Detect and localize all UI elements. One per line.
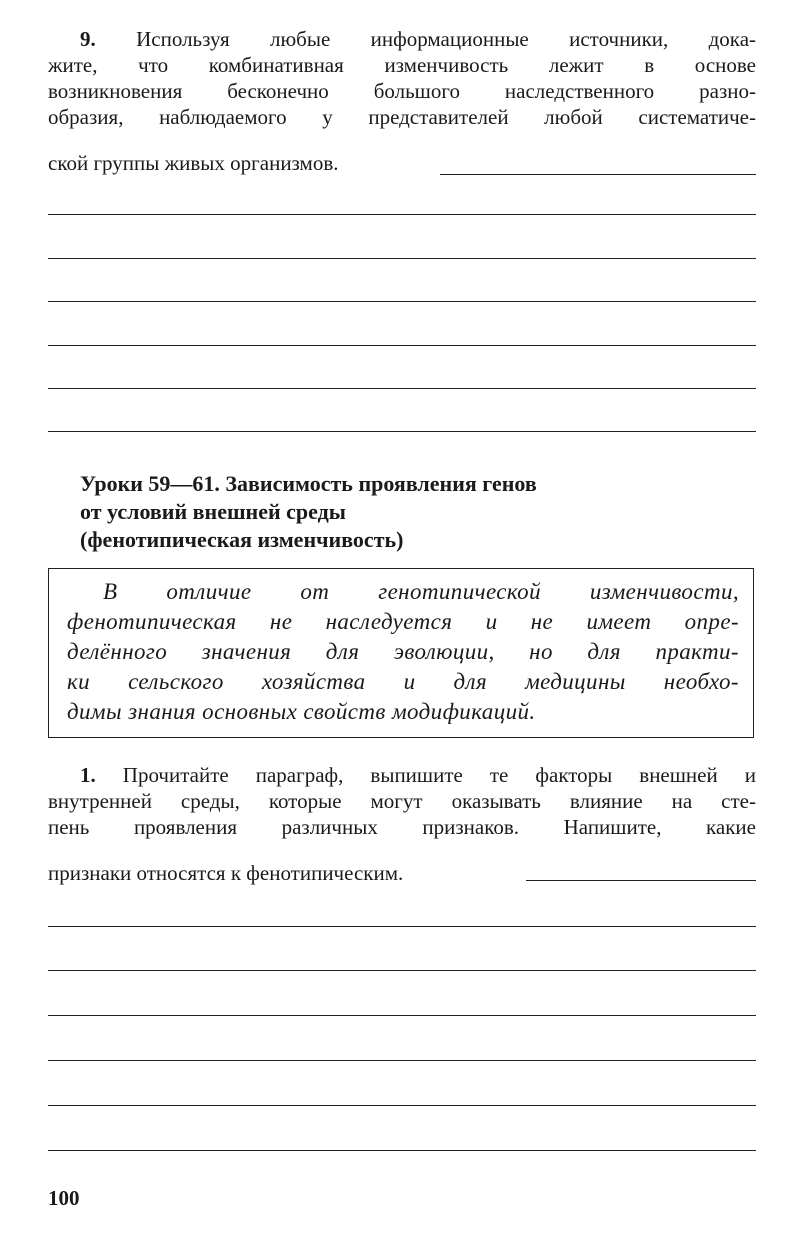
info-box-line-5: димы знания основных свойств модификаций. (67, 699, 536, 724)
task-1-number: 1. (80, 763, 96, 787)
task-9-answer-line-0[interactable] (440, 174, 756, 175)
task-1-line-1: 1. Прочитайте параграф, выпишите те факторы внешней и (80, 763, 756, 787)
info-box-text (67, 577, 739, 727)
lesson-heading-line-2: от условий внешней среды (80, 499, 346, 524)
lesson-heading (80, 470, 720, 554)
task-1-answer-line-4[interactable] (48, 1060, 756, 1061)
task-1-answer-line-6[interactable] (48, 1150, 756, 1151)
lesson-heading-line-1: Уроки 59—61. Зависимость проявления генов (80, 471, 537, 496)
info-box-line-1: В отличие от генотипической изменчивости, (103, 579, 739, 604)
task-9-line-1: 9. Используя любые информационные источники, дока- (80, 27, 757, 51)
task-1-line-2: внутренней среды, которые могут оказывать влияние на сте- (48, 789, 756, 813)
task-1-answer-line-5[interactable] (48, 1105, 756, 1106)
task-9-answer-line-1[interactable] (48, 214, 756, 215)
task-9-line-4: образия, наблюдаемого у представителей любой систематиче- (48, 105, 756, 129)
task-9-last-line: ской группы живых организмов. (48, 151, 339, 175)
info-box (48, 568, 754, 738)
task-9-line-3: возникновения бесконечно большого наследственного разно- (48, 79, 756, 103)
task-9-line-2: жите, что комбинативная изменчивость лежит в основе (48, 53, 756, 77)
info-box-line-2: фенотипическая не наследуется и не имеет опре- (67, 609, 739, 634)
task-9-answer-line-3[interactable] (48, 301, 756, 302)
task-1-answer-line-1[interactable] (48, 926, 756, 927)
task-9-answer-line-4[interactable] (48, 345, 756, 346)
task-9-number: 9. (80, 27, 96, 51)
task-1-line-3: пень проявления различных признаков. Напишите, какие (48, 815, 756, 839)
task-1-answer-line-3[interactable] (48, 1015, 756, 1016)
task-1-answer-line-0[interactable] (526, 880, 756, 881)
info-box-line-3: делённого значения для эволюции, но для практи- (67, 639, 739, 664)
task-1-answer-line-2[interactable] (48, 970, 756, 971)
task-9-text (48, 26, 756, 130)
task-1-text (48, 762, 756, 840)
task-9-answer-line-6[interactable] (48, 431, 756, 432)
task-9-answer-line-5[interactable] (48, 388, 756, 389)
page-number: 100 (48, 1186, 80, 1210)
task-9-answer-line-2[interactable] (48, 258, 756, 259)
info-box-line-4: ки сельского хозяйства и для медицины необхо- (67, 669, 739, 694)
task-1-last-line: признаки относятся к фенотипическим. (48, 861, 404, 885)
lesson-heading-line-3: (фенотипическая изменчивость) (80, 527, 404, 552)
